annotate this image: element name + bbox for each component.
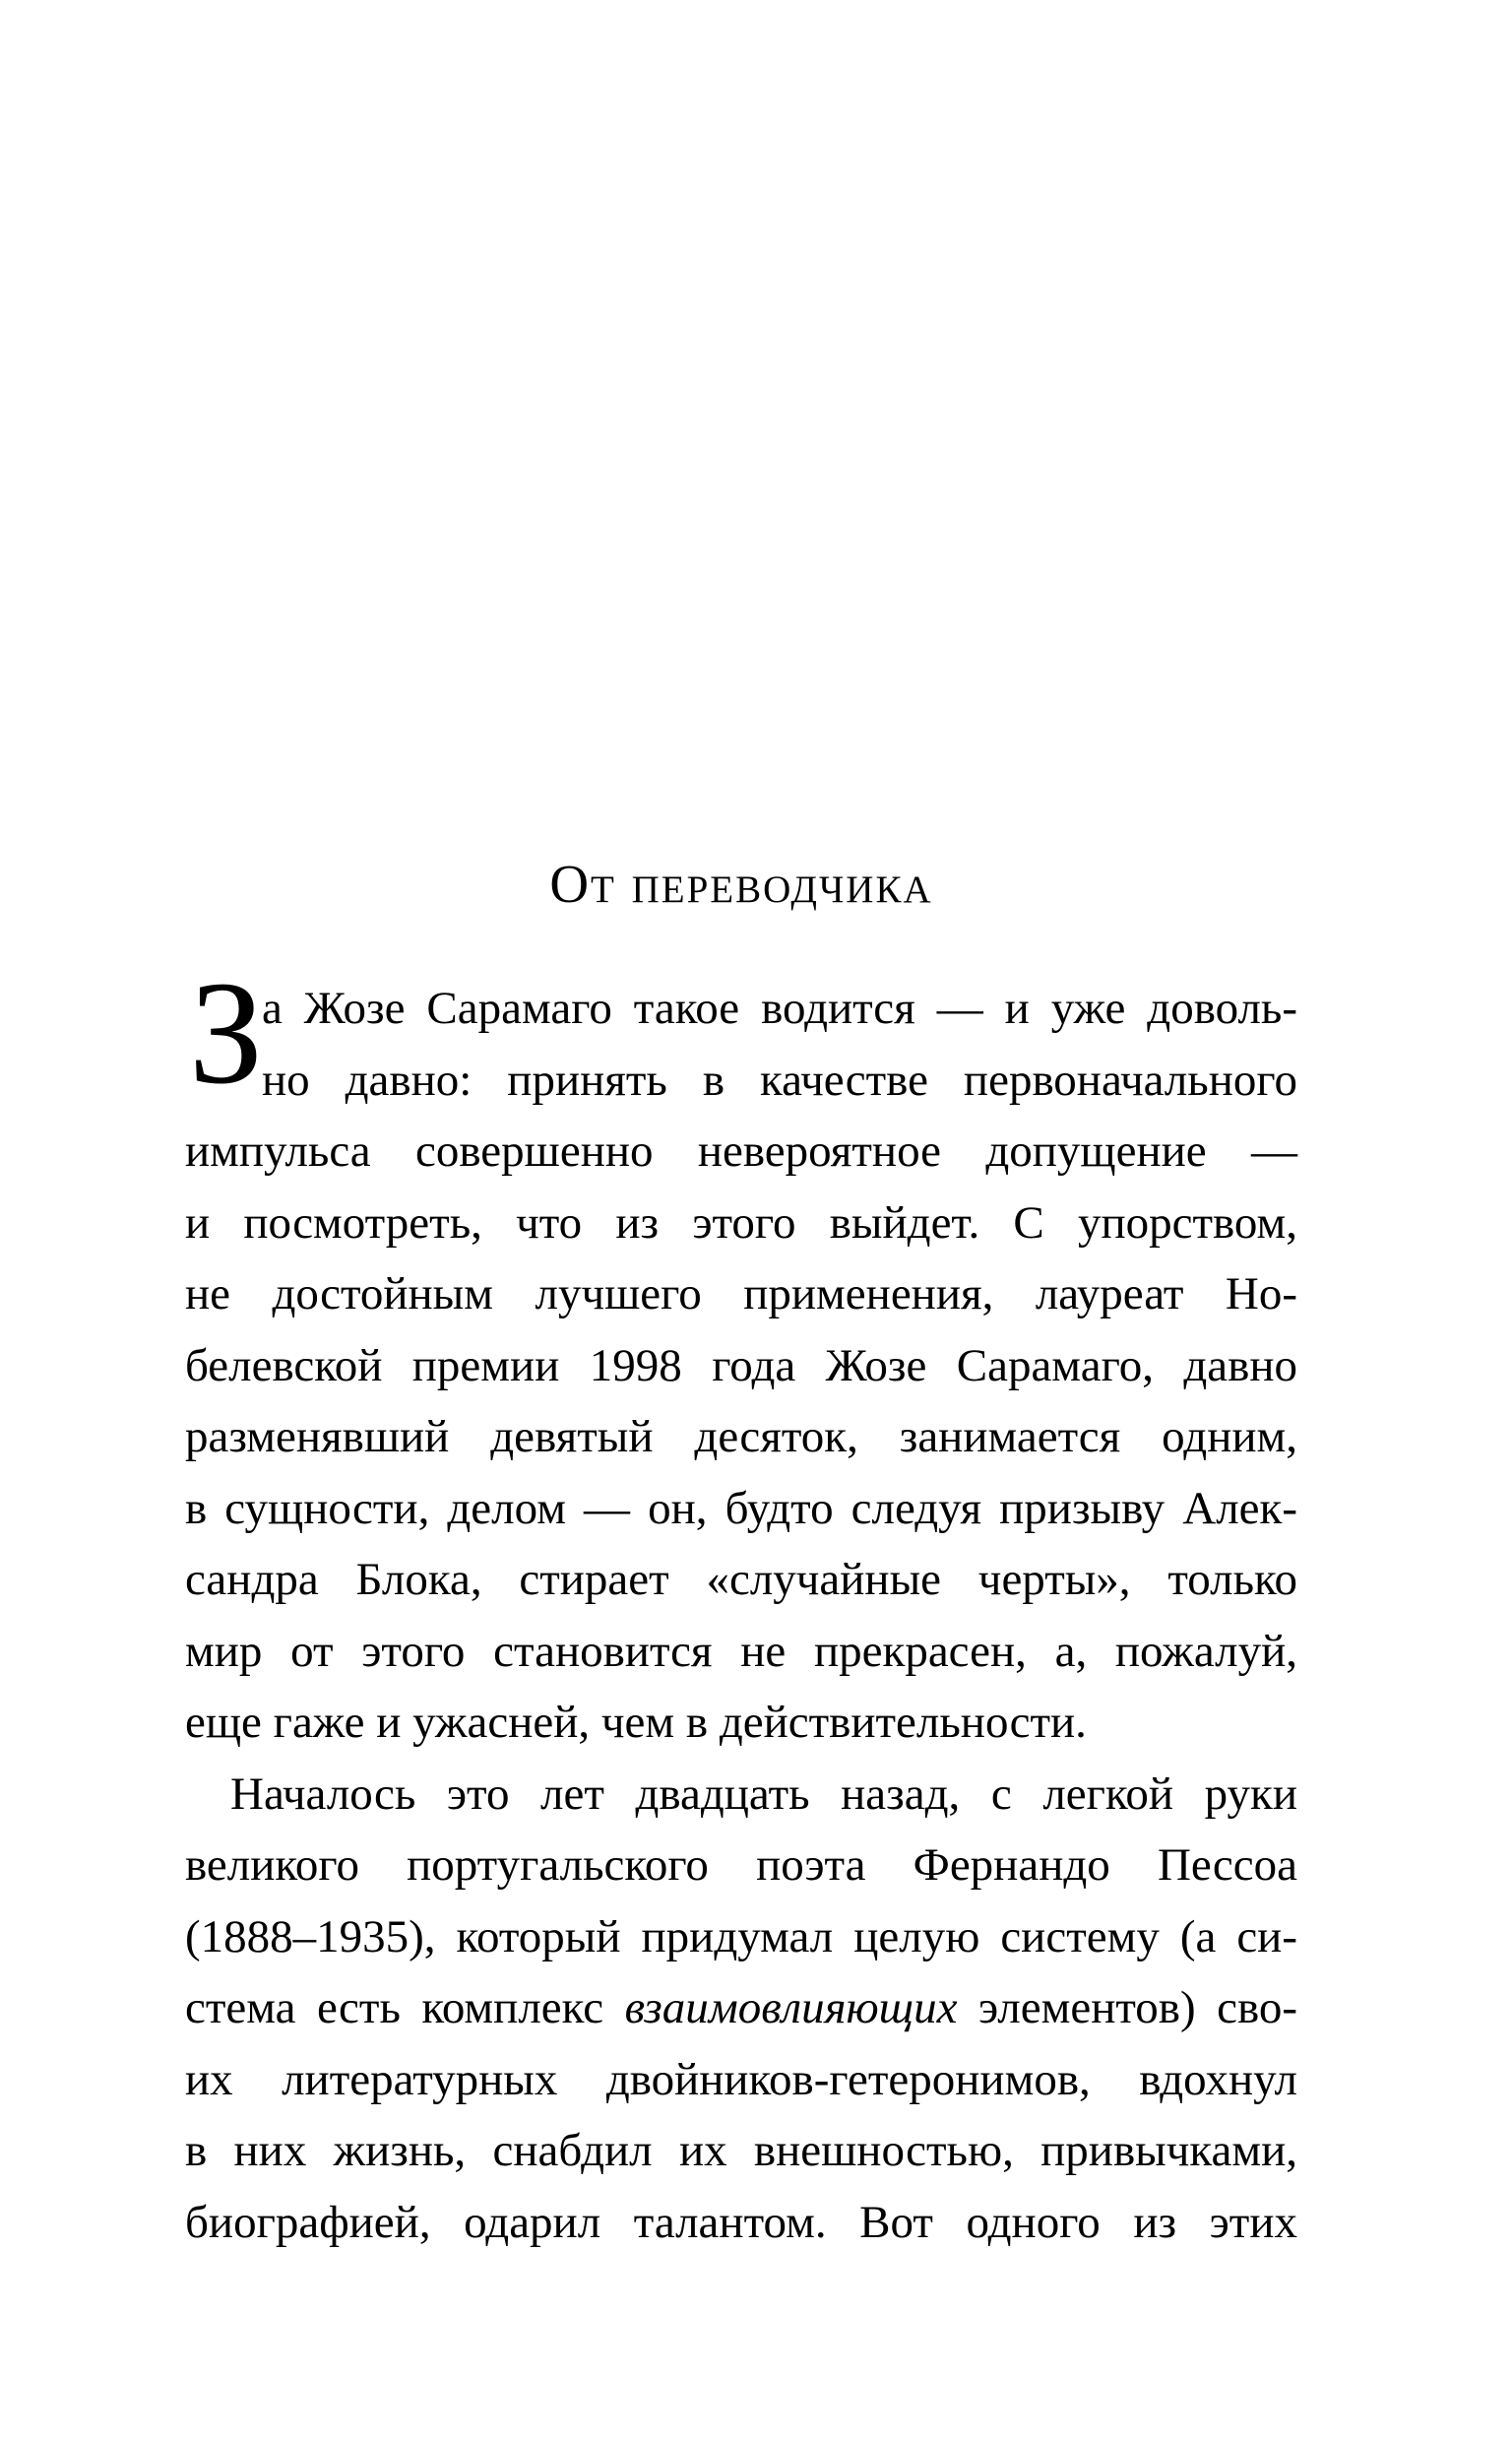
text-line: не достойным лучшего применения, лауреат Но- xyxy=(185,1268,1297,1319)
page-body xyxy=(185,951,1297,2258)
text-segment: стема есть комплекс xyxy=(185,1982,625,2033)
drop-cap-letter: З xyxy=(189,951,264,1115)
text-line: мир от этого становится не прекрасен, а, пожалуй, xyxy=(185,1625,1297,1677)
text-line: в них жизнь, снабдил их внешностью, привычками, xyxy=(185,2125,1297,2176)
chapter-heading: От переводчика xyxy=(549,854,933,914)
text-line: великого португальского поэта Фернандо Пессоа xyxy=(185,1839,1297,1891)
text-line: импульса совершенно невероятное допущение — xyxy=(185,1125,1297,1177)
text-line: белевской премии 1998 года Жозе Сарамаго, давно xyxy=(185,1339,1297,1391)
text-line: их литературных двойников-гетеронимов, вдохнул xyxy=(185,2053,1297,2105)
text-line: еще гаже и ужасней, чем в действительности. xyxy=(185,1697,1087,1748)
text-line: в сущности, делом — он, будто следуя призыву Алек- xyxy=(185,1482,1297,1534)
text-line: (1888–1935), который придумал целую систему (а си- xyxy=(185,1910,1297,1962)
text-line: разменявший девятый десяток, занимается одним, xyxy=(185,1411,1297,1462)
text-line: сандра Блока, стирает «случайные черты», только xyxy=(185,1554,1297,1605)
text-line xyxy=(185,1972,1297,2044)
text-line: а Жозе Сарамаго такое водится — и уже доволь- xyxy=(262,983,1297,1034)
text-line: биографией, одарил талантом. Вот одного из этих xyxy=(185,2196,1297,2248)
text-segment: элементов) сво- xyxy=(957,1982,1297,2033)
text-line: но давно: принять в качестве первоначального xyxy=(262,1054,1297,1106)
text-line: и посмотреть, что из этого выйдет. С упорством, xyxy=(185,1196,1297,1249)
italic-text-segment: взаимовлияющих xyxy=(624,1982,958,2033)
text-line: Началось это лет двадцать назад, с легкой руки xyxy=(230,1768,1297,1820)
